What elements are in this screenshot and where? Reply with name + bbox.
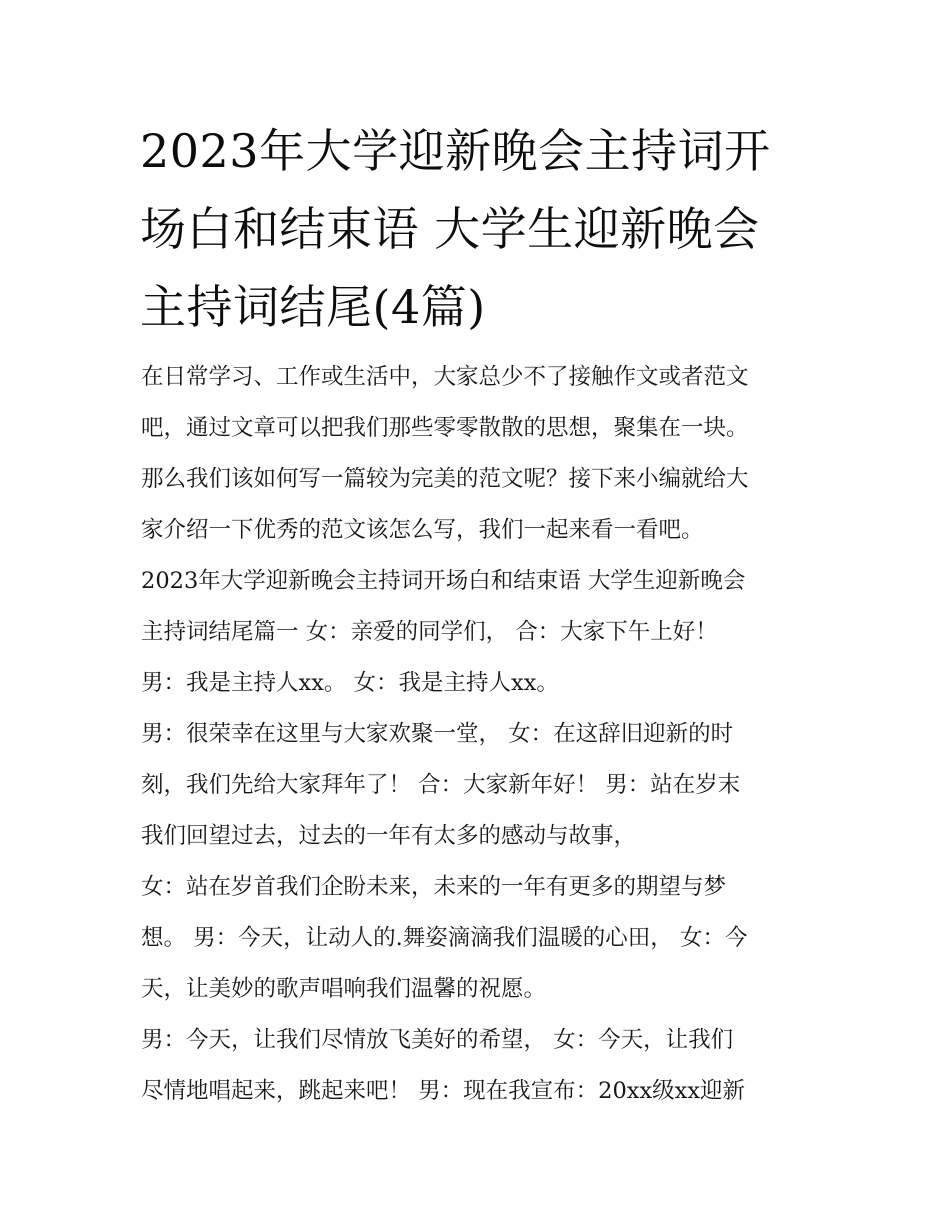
document-title	[140, 112, 820, 346]
body-line-12: 想。 男：今天，让动人的.舞姿滴滴我们温暖的心田， 女：今	[141, 925, 748, 951]
body-line-15: 尽情地唱起来，跳起来吧！ 男：现在我宣布：20xx级xx迎新	[141, 1078, 746, 1104]
body-line-9: 刻，我们先给大家拜年了！ 合：大家新年好！ 男：站在岁末	[141, 772, 741, 798]
body-line-2: 吧，通过文章可以把我们那些零零散散的思想，聚集在一块。	[141, 415, 749, 441]
title-line-2: 场白和结束语 大学生迎新晚会	[140, 202, 760, 256]
body-line-14: 男：今天，让我们尽情放飞美好的希望， 女：今天，让我们	[141, 1027, 734, 1053]
body-line-5: 2023年大学迎新晚会主持词开场白和结束语 大学生迎新晚会	[141, 568, 746, 594]
body-line-6: 主持词结尾篇一 女：亲爱的同学们， 合：大家下午上好！	[141, 619, 718, 645]
title-line-1: 2023年大学迎新晚会主持词开	[140, 124, 771, 178]
body-line-4: 家介绍一下优秀的范文该怎么写，我们一起来看一看吧。	[141, 517, 704, 543]
body-line-10: 我们回望过去，过去的一年有太多的感动与故事，	[141, 823, 637, 849]
body-line-7: 男：我是主持人xx。 女：我是主持人xx。	[141, 670, 559, 696]
document-body	[141, 352, 821, 1117]
body-line-13: 天，让美妙的歌声唱响我们温馨的祝愿。	[141, 976, 547, 1002]
body-line-8: 男：很荣幸在这里与大家欢聚一堂， 女：在这辞旧迎新的时	[141, 721, 734, 747]
body-line-1: 在日常学习、工作或生活中，大家总少不了接触作文或者范文	[141, 364, 749, 390]
body-line-11: 女：站在岁首我们企盼未来，未来的一年有更多的期望与梦	[141, 874, 727, 900]
body-line-3: 那么我们该如何写一篇较为完美的范文呢？接下来小编就给大	[141, 466, 749, 492]
title-line-3: 主持词结尾(4篇)	[140, 280, 486, 334]
